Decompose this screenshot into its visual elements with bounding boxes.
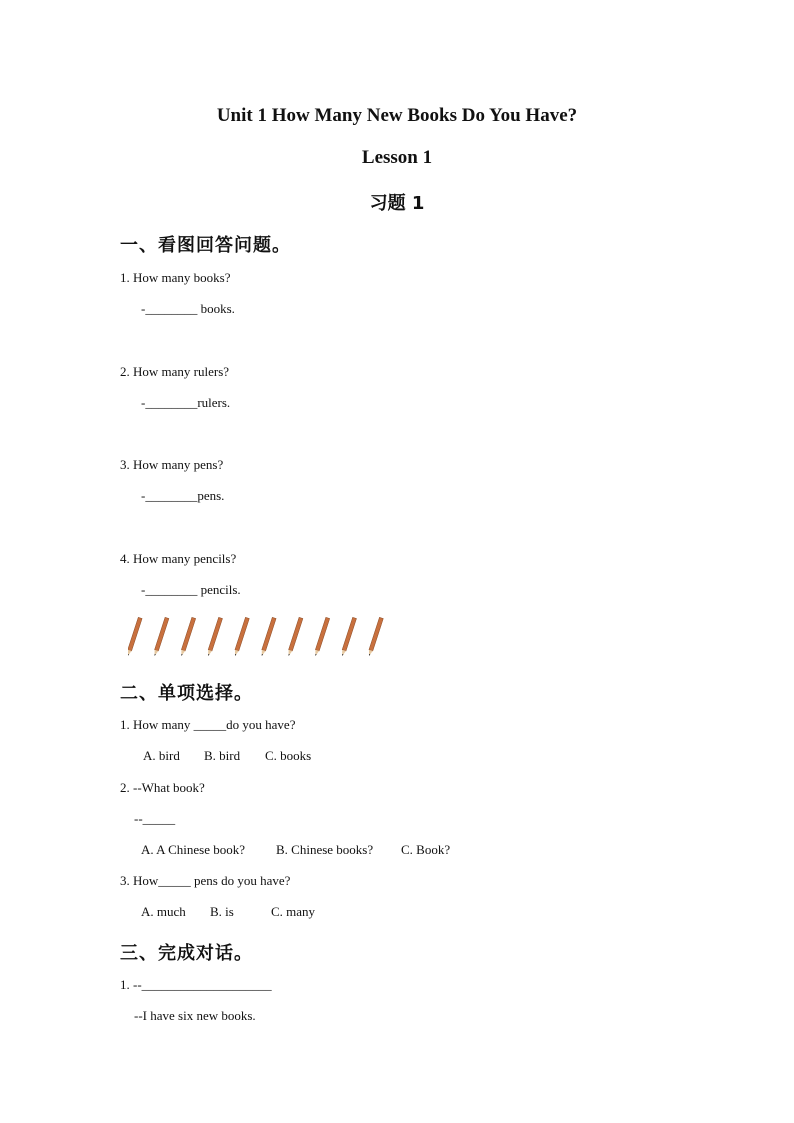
s2-q1-question: 1. How many _____do you have? xyxy=(120,717,296,732)
s1-q4-question: 4. How many pencils? xyxy=(120,551,237,566)
pencil-icon xyxy=(287,617,303,656)
pencils-image xyxy=(128,615,388,659)
pencil-icon xyxy=(314,617,330,656)
s1-q1-answer: -________ books. xyxy=(141,301,235,316)
s2-q3-option-b: B. is xyxy=(210,904,234,919)
s2-q2-option-c: C. Book? xyxy=(401,842,451,857)
section2-heading: 二、单项选择。 xyxy=(120,683,253,704)
s1-q4-answer: -________ pencils. xyxy=(141,582,241,597)
pencil-icon xyxy=(206,617,222,656)
s2-q1-option-b: B. bird xyxy=(204,748,241,763)
s1-q3-question: 3. How many pens? xyxy=(120,457,224,472)
s3-q1-prompt: 1. --____________________ xyxy=(120,977,272,992)
s1-q1-question: 1. How many books? xyxy=(120,270,231,285)
s2-q3-option-a: A. much xyxy=(141,904,186,919)
s1-q3-answer: -________pens. xyxy=(141,488,225,503)
pencil-icon xyxy=(233,617,249,656)
pencil-icon xyxy=(153,617,169,656)
s2-q1-option-c: C. books xyxy=(265,748,312,763)
pencil-icon xyxy=(260,617,276,656)
exercise-title: 习题 1 xyxy=(369,193,425,214)
s3-q1-reply: --I have six new books. xyxy=(134,1008,256,1023)
s2-q2-option-b: B. Chinese books? xyxy=(276,842,374,857)
s2-q1-option-a: A. bird xyxy=(143,748,180,763)
s1-q2-answer: -________rulers. xyxy=(141,395,231,410)
s2-q2-answer: --_____ xyxy=(134,811,176,826)
section3-heading: 三、完成对话。 xyxy=(120,943,253,964)
lesson-title: Lesson 1 xyxy=(361,147,433,168)
section1-heading: 一、看图回答问题。 xyxy=(120,235,291,256)
s2-q3-option-c: C. many xyxy=(271,904,316,919)
pencil-icon xyxy=(367,617,383,656)
pencil-icon xyxy=(180,617,196,656)
pencil-icon xyxy=(340,617,356,656)
s2-q2-option-a: A. A Chinese book? xyxy=(141,842,245,857)
s2-q3-question: 3. How_____ pens do you have? xyxy=(120,873,291,888)
unit-title: Unit 1 How Many New Books Do You Have? xyxy=(216,105,578,126)
pencil-icon xyxy=(128,617,142,656)
s1-q2-question: 2. How many rulers? xyxy=(120,364,230,379)
s2-q2-question: 2. --What book? xyxy=(120,780,205,795)
